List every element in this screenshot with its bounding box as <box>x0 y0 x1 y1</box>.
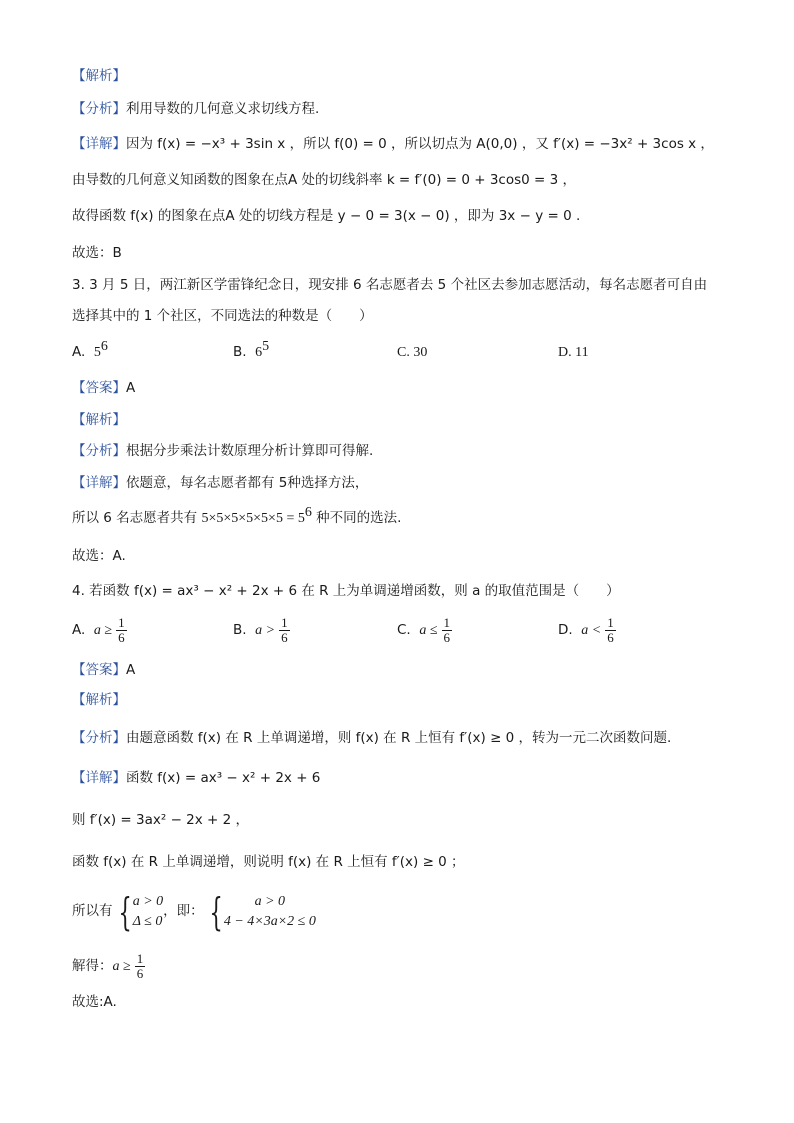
q4-option-b: B. a > $\frac{1}{6}$ <box>233 615 288 645</box>
q3-detail-line2: 所以 6 名志愿者共有 $5\times 5\times 5\times 5\times 5\times 5 = 5^6$ 种不同的选法. <box>72 505 402 526</box>
fraction: $\frac{1}{6}$ <box>118 615 125 645</box>
q4-stem: 4. 若函数 f(x) = ax³ − x² + 2x + 6 在 R 上为单调递增函数，则 a 的取值范围是（ ） <box>72 583 620 599</box>
q2-detail-line1: 【详解】因为 f(x) = −x³ + 3sin x ，所以 f(0) = 0 ，所以切点为 A(0,0) ，又 f′(x) = −3x² + 3cos x ， <box>72 136 714 152</box>
equation-system-1: { a > 0 Δ ≤ 0 <box>117 889 164 934</box>
equation-system-2: { a > 0 4 − 4×3a×2 ≤ 0 <box>209 889 316 934</box>
q4-options <box>72 616 722 652</box>
q4-answer: 故选:A. <box>72 994 117 1010</box>
q3-option-b: B. $6^5$ <box>233 339 270 360</box>
q2-detail-line3: 故得函数 f(x) 的图象在点A 处的切线方程是 y − 0 = 3(x − 0) ，即为 3x − y = 0 . <box>72 208 581 224</box>
q4-solution: 解得：a ≥ $\frac{1}{6}$ <box>72 951 144 981</box>
q2-detail-line2: 由导数的几何意义知函数的图象在点A 处的切线斜率 k = f′(0) = 0 + 3cos0 = 3 ， <box>72 172 577 188</box>
q4-answer-key: 【答案】A <box>72 662 136 678</box>
q4-detail-line1: 【详解】函数 f(x) = ax³ − x² + 2x + 6 <box>72 770 321 786</box>
q3-stem-line2: 选择其中的 1 个社区，不同选法的种数是（ ） <box>72 308 373 324</box>
q2-answer: 故选：B <box>72 245 122 261</box>
q3-detail-line1: 【详解】依题意，每名志愿者都有 5种选择方法， <box>72 475 369 491</box>
q4-jiexi-heading: 【解析】 <box>72 692 126 708</box>
fraction: $\frac{1}{6}$ <box>281 615 288 645</box>
q3-stem-line1: 3. 3 月 5 日，两江新区学雷锋纪念日，现安排 6 名志愿者去 5 个社区去参加志愿活动，每名志愿者可自由 <box>72 277 708 293</box>
q3-answer: 故选：A. <box>72 548 126 564</box>
q3-option-a: A. $5^6$ <box>72 339 108 360</box>
q4-option-a: A. a ≥ $\frac{1}{6}$ <box>72 615 125 645</box>
q4-analysis: 【分析】由题意函数 f(x) 在 R 上单调递增，则 f(x) 在 R 上恒有 f′(x) ≥ 0 ，转为一元二次函数问题. <box>72 730 672 746</box>
q3-option-d: D. 11 <box>558 345 589 360</box>
q4-detail-line3: 函数 f(x) 在 R 上单调递增，则说明 f(x) 在 R 上恒有 f′(x) ≥ 0 ； <box>72 854 465 870</box>
q4-option-c: C. a ≤ $\frac{1}{6}$ <box>397 615 450 645</box>
q3-answer-key: 【答案】A <box>72 380 136 396</box>
q4-detail-line2: 则 f′(x) = 3ax² − 2x + 2 ， <box>72 812 250 828</box>
q3-option-c: C. 30 <box>397 345 428 360</box>
fraction: $\frac{1}{6}$ <box>607 615 614 645</box>
q2-jiexi-heading: 【解析】 <box>72 68 126 84</box>
q4-system: 所以有 { a > 0 Δ ≤ 0 ，即： { a > 0 4 − 4×3a×2 ≤ 0 <box>72 889 316 934</box>
fraction: $\frac{1}{6}$ <box>136 951 144 981</box>
q3-jiexi-heading: 【解析】 <box>72 412 126 428</box>
fraction: $\frac{1}{6}$ <box>443 615 450 645</box>
q2-analysis: 【分析】利用导数的几何意义求切线方程. <box>72 101 320 117</box>
q4-option-d: D. a < $\frac{1}{6}$ <box>558 615 614 645</box>
q3-analysis: 【分析】根据分步乘法计数原理分析计算即可得解. <box>72 443 374 459</box>
